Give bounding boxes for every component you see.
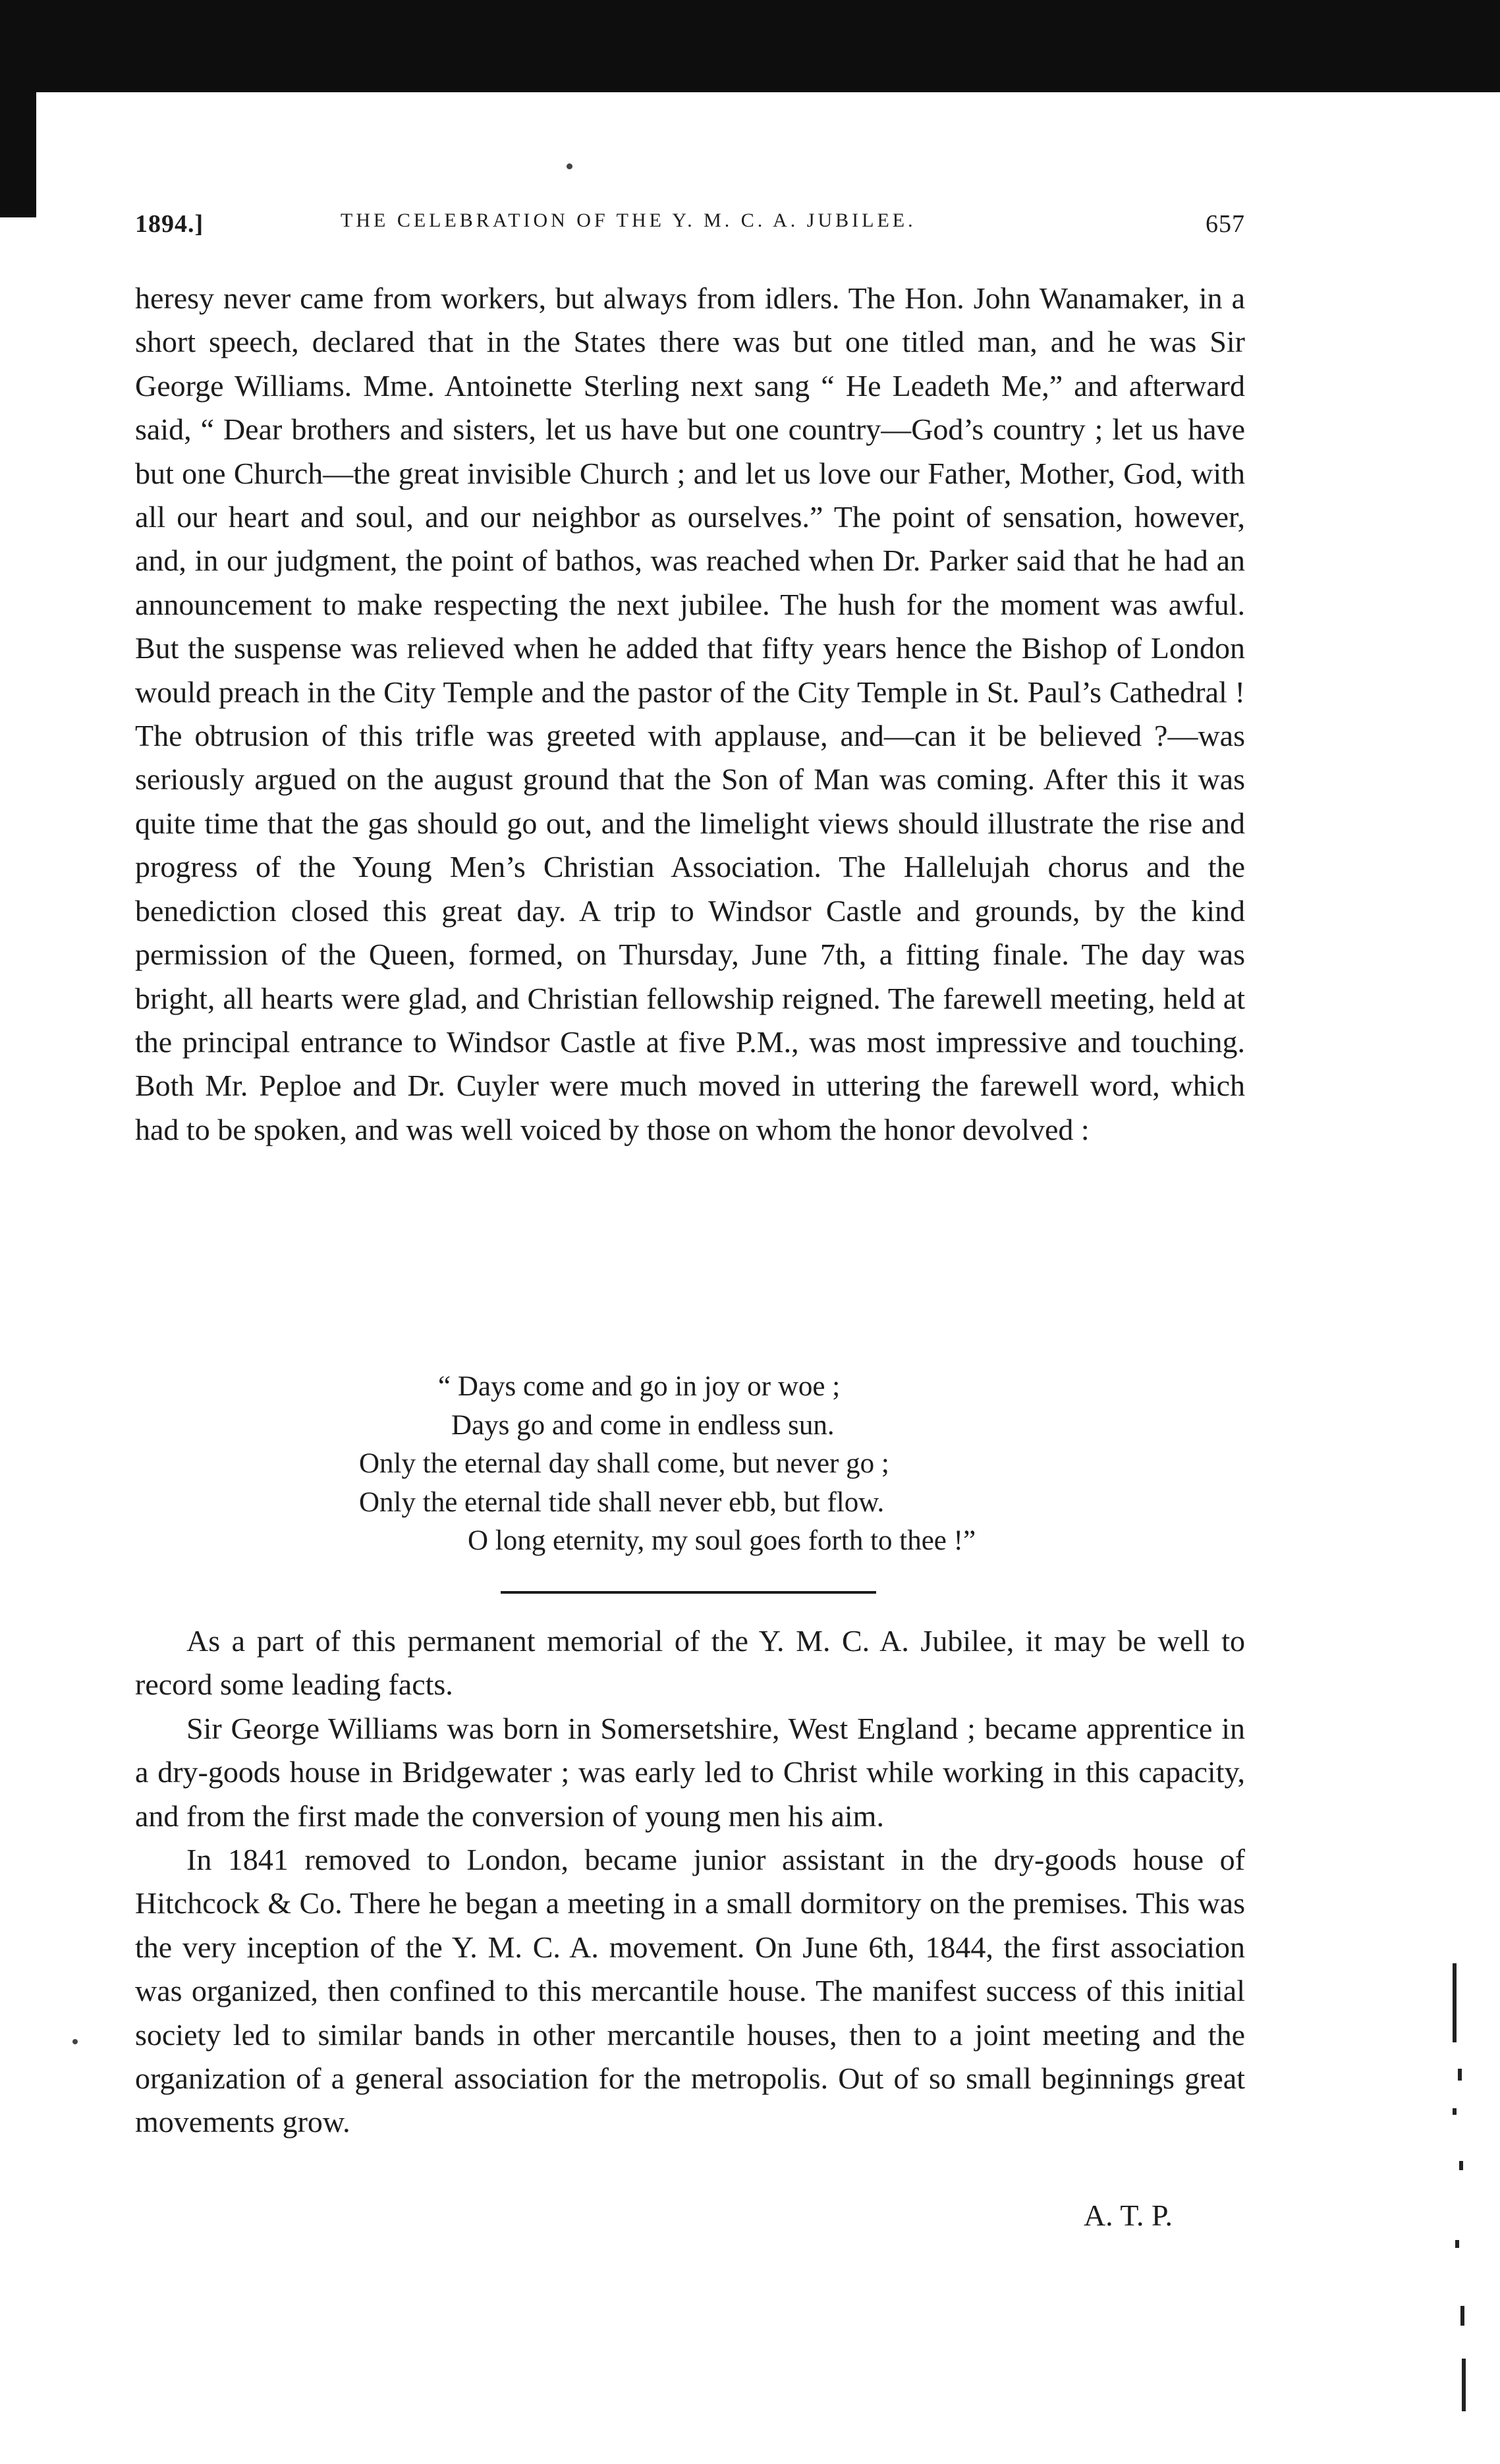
running-head-title: THE CELEBRATION OF THE Y. M. C. A. JUBILEE. — [341, 210, 916, 231]
poem-line-4: Only the eternal tide shall never ebb, but flow. — [359, 1486, 885, 1518]
poem-line-3: Only the eternal day shall come, but never go ; — [359, 1448, 889, 1479]
paragraph-3: Sir George Williams was born in Somersetshire, West England ; became apprentice in a dry-goods house in Bridgewater ; was early led to Christ while working in this capacity, and from the first made the conversion of young men his aim. — [135, 1711, 1245, 1833]
scan-border-top — [0, 0, 1500, 92]
paragraph-1: heresy never came from workers, but always from idlers. The Hon. John Wanamaker, in a short speech, declared that in the States there was but one titled man, and he was Sir George Williams. Mme. Antoinette Sterling next sang “ He Leadeth Me,” and afterward said, “ Dear brothers and sisters, let us have but one country—God’s country ; let us have but one Church—the great invisible Church ; and let us love our Father, Mother, God, with all our heart and soul, and our neighbor as ourselves.” The point of sensation, however, and, in our judgment, the point of bathos, was reached when Dr. Parker said that he had an announcement to make respecting the next jubilee. The hush for the moment was awful. But the suspense was relieved when he added that fifty years hence the Bishop of London would preach in the City Temple and the pastor of the City Temple in St. Paul’s Cathedral ! The obtrusion of this trifle was greeted with applause, and—can it be believed ?—was seriously argued on the august ground that the Son of Man was coming. After this it was quite time that the gas should go out, and the limelight views should illustrate the rise and progress of the Young Men’s Christian Association. The Hallelujah chorus and the benediction closed this great day. A trip to Windsor Castle and grounds, by the kind permission of the Queen, formed, on Thursday, June 7th, a fitting finale. The day was bright, all hearts were glad, and Christian fellowship reigned. The farewell meeting, held at the principal entrance to Windsor Castle at five P.M., was most impressive and touching. Both Mr. Peploe and Dr. Cuyler were much moved in uttering the farewell word, which had to be spoken, and was well voiced by those on whom the honor devolved : — [135, 281, 1245, 1146]
scan-speck — [567, 163, 572, 169]
author-signature: A. T. P. — [1083, 2198, 1173, 2232]
section-divider — [501, 1591, 876, 1594]
poem-line-5: O long eternity, my soul goes forth to thee !” — [468, 1525, 976, 1556]
main-text — [135, 277, 1245, 1152]
running-head — [135, 210, 1245, 242]
poem-line-1: “ Days come and go in joy or woe ; — [438, 1371, 841, 1402]
scan-border-left — [0, 0, 36, 217]
poem-quote — [359, 1368, 1150, 1561]
poem-line-2: Days go and come in endless sun. — [451, 1409, 835, 1441]
page-number: 657 — [1206, 210, 1245, 238]
paragraph-2: As a part of this permanent memorial of the Y. M. C. A. Jubilee, it may be well to record some leading facts. — [135, 1624, 1245, 1702]
memorial-section — [135, 1619, 1245, 2252]
running-head-year: 1894.] — [135, 210, 204, 238]
paragraph-4: In 1841 removed to London, became junior assistant in the dry-goods house of Hitchcock & Co. There he began a meeting in a small dormitory on the premises. This was the very inception of the Y. M. C. A. movement. On June 6th, 1844, the first association was organized, then confined to this mercantile house. The manifest success of this initial society led to similar bands in other mercantile houses, then to a joint meeting and the organization of a general association for the metropolis. Out of so small beginnings great movements grow. — [135, 1843, 1245, 2139]
scan-artifacts — [1453, 1963, 1479, 2424]
scan-speck — [72, 2039, 78, 2044]
